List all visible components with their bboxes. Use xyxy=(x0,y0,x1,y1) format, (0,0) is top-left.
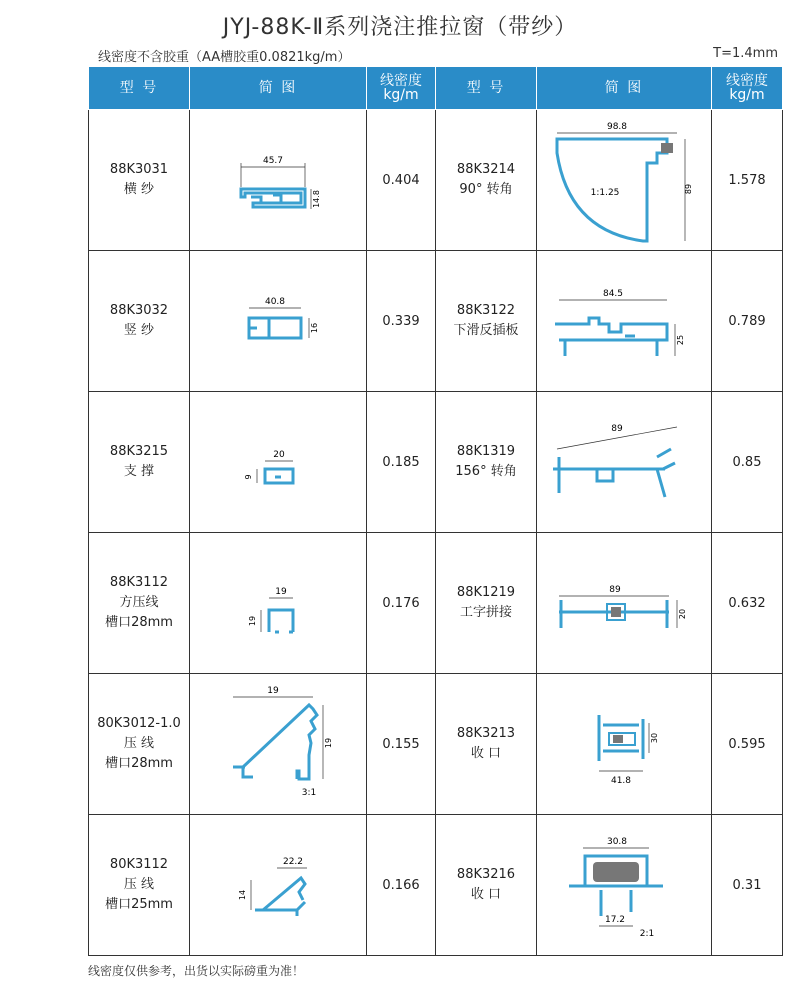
model-cell: 88K3213 收 口 xyxy=(436,674,537,815)
footer-note: 线密度仅供参考，出货以实际磅重为准！ xyxy=(88,964,305,978)
model-cell: 88K3214 90° 转角 xyxy=(436,110,537,251)
header-density: 线密度 kg/m xyxy=(367,67,436,110)
density-cell: 0.789 xyxy=(712,251,783,392)
svg-text:30.8: 30.8 xyxy=(606,837,628,847)
profile-drawing xyxy=(537,251,712,392)
model-cell: 80K3012-1.0 压 线 槽口28mm xyxy=(89,674,190,815)
profile-drawing xyxy=(537,110,712,251)
profile-drawing xyxy=(537,533,712,674)
model-cell: 88K1219 工字拼接 xyxy=(436,533,537,674)
dim-label: 14.8 xyxy=(312,190,321,208)
density-cell: 1.578 xyxy=(712,110,783,251)
svg-text:89: 89 xyxy=(609,585,621,595)
svg-text:20: 20 xyxy=(678,608,687,620)
density-cell: 0.31 xyxy=(712,815,783,956)
profile-drawing xyxy=(190,674,367,815)
density-cell: 0.176 xyxy=(367,533,436,674)
svg-text:14: 14 xyxy=(238,889,247,901)
svg-text:19: 19 xyxy=(275,587,287,597)
header-density: 线密度 kg/m xyxy=(712,67,783,110)
svg-text:1:1.25: 1:1.25 xyxy=(590,188,620,198)
svg-text:41.8: 41.8 xyxy=(610,776,632,786)
profile-drawing xyxy=(190,110,367,251)
header-model: 型 号 xyxy=(89,67,190,110)
svg-text:89: 89 xyxy=(684,183,693,195)
svg-text:89: 89 xyxy=(611,424,623,434)
profile-drawing xyxy=(537,392,712,533)
density-cell: 0.185 xyxy=(367,392,436,533)
svg-text:19: 19 xyxy=(324,737,333,749)
profile-drawing xyxy=(190,815,367,956)
density-cell: 0.339 xyxy=(367,251,436,392)
profile-drawing xyxy=(190,392,367,533)
header-drawing: 简 图 xyxy=(190,67,367,110)
svg-text:3:1: 3:1 xyxy=(301,788,317,798)
dim-label: 45.7 xyxy=(262,156,284,166)
svg-text:25: 25 xyxy=(676,334,685,346)
header-row xyxy=(89,67,783,110)
model-cell: 88K3215 支 撑 xyxy=(89,392,190,533)
page-title: JYJ-88K-Ⅱ系列浇注推拉窗（带纱） xyxy=(222,15,578,40)
profile-drawing xyxy=(537,815,712,956)
table-row xyxy=(89,674,783,815)
profile-drawing xyxy=(190,251,367,392)
header-model: 型 号 xyxy=(436,67,537,110)
model-cell: 88K1319 156° 转角 xyxy=(436,392,537,533)
thickness-note: T=1.4mm xyxy=(713,46,778,61)
profile-drawing xyxy=(537,674,712,815)
table-row xyxy=(89,110,783,251)
svg-text:19: 19 xyxy=(267,686,279,696)
model-cell: 88K3122 下滑反插板 xyxy=(436,251,537,392)
svg-text:30: 30 xyxy=(650,732,659,744)
density-cell: 0.85 xyxy=(712,392,783,533)
table-row xyxy=(89,251,783,392)
density-cell: 0.166 xyxy=(367,815,436,956)
density-note: 线密度不含胶重（AA槽胶重0.0821kg/m） xyxy=(98,50,351,65)
model-cell: 80K3112 压 线 槽口25mm xyxy=(89,815,190,956)
svg-text:16: 16 xyxy=(310,322,319,334)
svg-text:17.2: 17.2 xyxy=(604,915,626,925)
model-cell: 88K3032 竖 纱 xyxy=(89,251,190,392)
table-row xyxy=(89,533,783,674)
header-drawing: 简 图 xyxy=(537,67,712,110)
svg-text:98.8: 98.8 xyxy=(606,122,628,132)
svg-text:40.8: 40.8 xyxy=(264,297,286,307)
svg-text:9: 9 xyxy=(244,474,253,480)
profile-table xyxy=(88,66,783,956)
density-cell: 0.632 xyxy=(712,533,783,674)
model-cell: 88K3112 方压线 槽口28mm xyxy=(89,533,190,674)
model-cell: 88K3216 收 口 xyxy=(436,815,537,956)
profile-drawing xyxy=(190,533,367,674)
svg-text:19: 19 xyxy=(248,615,257,627)
table-row xyxy=(89,392,783,533)
density-cell: 0.595 xyxy=(712,674,783,815)
svg-text:20: 20 xyxy=(273,450,285,460)
svg-text:22.2: 22.2 xyxy=(282,857,304,867)
density-cell: 0.404 xyxy=(367,110,436,251)
svg-text:2:1: 2:1 xyxy=(639,929,655,939)
model-cell: 88K3031 横 纱 xyxy=(89,110,190,251)
density-cell: 0.155 xyxy=(367,674,436,815)
svg-text:84.5: 84.5 xyxy=(602,289,624,299)
table-row xyxy=(89,815,783,956)
